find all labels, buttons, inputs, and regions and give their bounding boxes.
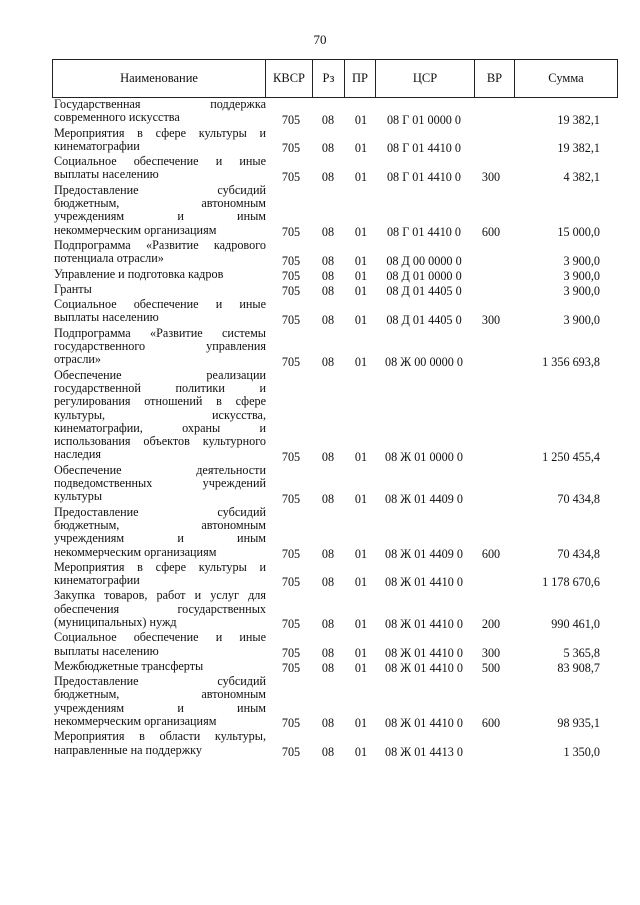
cell-sum: 1 178 670,6 <box>542 575 600 590</box>
header-vr: ВР <box>475 60 515 97</box>
row-name <box>54 283 266 296</box>
table-row <box>52 184 618 239</box>
table-body <box>52 98 618 759</box>
cell-vr: 500 <box>481 661 501 676</box>
cell-sum: 990 461,0 <box>551 617 600 632</box>
row-name <box>54 589 266 629</box>
row-name <box>54 730 266 757</box>
table-header <box>52 59 618 98</box>
cell-kvsr: 705 <box>281 716 301 731</box>
cell-csr: 08 Д 00 0000 0 <box>386 253 462 268</box>
cell-csr: 08 Ж 01 4410 0 <box>385 617 463 632</box>
row-name-line: наследия <box>54 447 102 462</box>
table-row <box>52 298 618 327</box>
row-name-line: учреждениям и иным <box>54 531 266 546</box>
row-name <box>54 561 266 588</box>
row-name <box>54 184 266 237</box>
cell-vr <box>476 113 506 127</box>
cell-kvsr: 705 <box>281 112 301 127</box>
cell-kvsr: 705 <box>281 546 301 561</box>
row-name <box>54 369 266 462</box>
cell-pr: 01 <box>354 491 368 506</box>
cell-kvsr: 705 <box>281 575 301 590</box>
row-name-line: кинематографии <box>54 138 140 153</box>
row-name-line: учреждениям и иным <box>54 700 266 715</box>
row-name-line: Социальное обеспечение и иные <box>54 630 266 645</box>
cell-kvsr: 705 <box>281 224 301 239</box>
cell-pr: 01 <box>354 224 368 239</box>
row-name-line: направленные на поддержку <box>54 742 202 757</box>
row-name-line: использования объектов культурного <box>54 434 266 449</box>
cell-pr: 01 <box>354 268 368 283</box>
row-name-line: Предоставление субсидий <box>54 674 266 689</box>
table-row <box>52 464 618 506</box>
cell-pr: 01 <box>354 617 368 632</box>
cell-sum: 1 250 455,4 <box>542 449 600 464</box>
row-name-line: современного искусства <box>54 110 180 125</box>
row-name-line: отрасли» <box>54 352 102 367</box>
row-name-line: бюджетным, автономным <box>54 687 266 702</box>
cell-csr: 08 Д 01 4405 0 <box>386 312 462 327</box>
cell-vr <box>476 575 506 589</box>
row-name-line: некоммерческим организациям <box>54 714 217 729</box>
cell-vr: 300 <box>481 645 501 660</box>
cell-sum: 3 900,0 <box>563 268 600 283</box>
table-row <box>52 631 618 660</box>
cell-csr: 08 Ж 01 4410 0 <box>385 575 463 590</box>
table-row <box>52 268 618 283</box>
cell-sum: 70 434,8 <box>557 546 600 561</box>
row-name-line: Закупка товаров, работ и услуг для <box>54 588 266 603</box>
cell-csr: 08 Ж 01 0000 0 <box>385 449 463 464</box>
header-rz: Рз <box>313 60 345 97</box>
cell-pr: 01 <box>354 284 368 299</box>
row-name-line: Социальное обеспечение и иные <box>54 154 266 169</box>
row-name <box>54 506 266 559</box>
cell-csr: 08 Ж 01 4413 0 <box>385 744 463 759</box>
row-name-line: кинематографии <box>54 573 140 588</box>
cell-rz: 08 <box>321 575 335 590</box>
cell-kvsr: 705 <box>281 284 301 299</box>
cell-vr: 300 <box>481 312 501 327</box>
cell-pr: 01 <box>354 661 368 676</box>
cell-rz: 08 <box>321 354 335 369</box>
cell-pr: 01 <box>354 546 368 561</box>
cell-vr: 300 <box>481 169 501 184</box>
table-row <box>52 369 618 464</box>
cell-vr: 600 <box>481 546 501 561</box>
table-row <box>52 239 618 268</box>
row-name-line: кинематографии, охраны и <box>54 420 266 435</box>
row-name-line: Межбюджетные трансферты <box>54 658 204 673</box>
header-name: Наименование <box>53 60 266 97</box>
cell-csr: 08 Г 01 4410 0 <box>386 169 462 184</box>
row-name <box>54 464 266 504</box>
row-name-line: государственной политики и <box>54 380 266 395</box>
row-name <box>54 268 266 281</box>
row-name-line: (муниципальных) нужд <box>54 615 177 629</box>
cell-pr: 01 <box>354 169 368 184</box>
cell-rz: 08 <box>321 141 335 156</box>
cell-vr: 200 <box>481 617 501 632</box>
cell-csr: 08 Ж 01 4410 0 <box>385 661 463 676</box>
cell-vr <box>476 355 506 369</box>
header-sum: Сумма <box>548 71 584 85</box>
cell-rz: 08 <box>321 253 335 268</box>
cell-sum: 3 900,0 <box>563 312 600 327</box>
row-name-line: выплаты населению <box>54 310 159 325</box>
cell-csr: 08 Г 01 0000 0 <box>386 112 462 127</box>
cell-kvsr: 705 <box>281 617 301 632</box>
cell-csr: 08 Ж 01 4410 0 <box>385 645 463 660</box>
cell-csr: 08 Ж 01 4409 0 <box>385 491 463 506</box>
table-row <box>52 283 618 298</box>
cell-kvsr: 705 <box>281 268 301 283</box>
cell-vr <box>476 269 506 283</box>
row-name <box>54 127 266 154</box>
row-name <box>54 631 266 658</box>
cell-pr: 01 <box>354 312 368 327</box>
cell-sum: 5 365,8 <box>563 645 600 660</box>
cell-pr: 01 <box>354 112 368 127</box>
cell-kvsr: 705 <box>281 253 301 268</box>
cell-sum: 19 382,1 <box>557 141 600 156</box>
cell-sum: 4 382,1 <box>563 169 600 184</box>
cell-rz: 08 <box>321 224 335 239</box>
row-name-line: выплаты населению <box>54 167 159 182</box>
row-name-line: культуры, искусства, <box>54 407 266 422</box>
cell-sum: 98 935,1 <box>557 716 600 731</box>
row-name-line: Государственная поддержка <box>54 97 266 111</box>
row-name <box>54 298 266 325</box>
cell-vr <box>476 450 506 464</box>
cell-kvsr: 705 <box>281 169 301 184</box>
row-name-line: культуры <box>54 489 103 504</box>
cell-vr: 600 <box>481 716 501 731</box>
row-name-line: Управление и подготовка кадров <box>54 266 224 281</box>
cell-pr: 01 <box>354 449 368 464</box>
cell-rz: 08 <box>321 268 335 283</box>
row-name-line: учреждениям и иным <box>54 209 266 224</box>
row-name-line: Мероприятия в сфере культуры и <box>54 125 266 140</box>
row-name-line: некоммерческим организациям <box>54 544 217 559</box>
header-csr: ЦСР <box>376 60 475 97</box>
cell-vr <box>476 254 506 268</box>
cell-kvsr: 705 <box>281 141 301 156</box>
cell-csr: 08 Д 01 4405 0 <box>386 284 462 299</box>
row-name-line: Мероприятия в сфере культуры и <box>54 559 266 574</box>
row-name <box>54 675 266 728</box>
row-name-line: выплаты населению <box>54 643 159 658</box>
table-row <box>52 675 618 730</box>
cell-vr <box>476 745 506 759</box>
row-name-line: Социальное обеспечение и иные <box>54 297 266 312</box>
cell-pr: 01 <box>354 141 368 156</box>
cell-vr: 600 <box>481 224 501 239</box>
row-name-line: Предоставление субсидий <box>54 504 266 519</box>
row-name-line: некоммерческим организациям <box>54 222 217 237</box>
cell-kvsr: 705 <box>281 312 301 327</box>
cell-pr: 01 <box>354 744 368 759</box>
cell-csr: 08 Г 01 4410 0 <box>386 141 462 156</box>
cell-pr: 01 <box>354 716 368 731</box>
row-name-line: бюджетным, автономным <box>54 196 266 211</box>
cell-vr <box>476 284 506 298</box>
row-name <box>54 98 266 125</box>
cell-csr: 08 Ж 01 4410 0 <box>385 716 463 731</box>
row-name-line: Обеспечение реализации <box>54 367 266 382</box>
row-name-line: Гранты <box>54 281 92 296</box>
cell-rz: 08 <box>321 312 335 327</box>
cell-pr: 01 <box>354 575 368 590</box>
row-name-line: Обеспечение деятельности <box>54 462 266 477</box>
cell-rz: 08 <box>321 112 335 127</box>
cell-kvsr: 705 <box>281 645 301 660</box>
table-row <box>52 127 618 156</box>
page-number: 70 <box>313 32 327 47</box>
cell-kvsr: 705 <box>281 491 301 506</box>
cell-rz: 08 <box>321 744 335 759</box>
table-row <box>52 506 618 561</box>
cell-kvsr: 705 <box>281 661 301 676</box>
cell-sum: 1 350,0 <box>563 744 600 759</box>
cell-csr: 08 Г 01 4410 0 <box>386 224 462 239</box>
cell-rz: 08 <box>321 284 335 299</box>
row-name-line: государственного управления <box>54 339 266 354</box>
cell-sum: 3 900,0 <box>563 253 600 268</box>
table-row <box>52 155 618 184</box>
row-name <box>54 660 266 673</box>
row-name <box>54 327 266 367</box>
row-name <box>54 239 266 266</box>
row-name-line: Подпрограмма «Развитие системы <box>54 325 266 340</box>
cell-kvsr: 705 <box>281 354 301 369</box>
cell-sum: 70 434,8 <box>557 491 600 506</box>
cell-rz: 08 <box>321 645 335 660</box>
cell-rz: 08 <box>321 661 335 676</box>
cell-sum: 15 000,0 <box>557 224 600 239</box>
cell-csr: 08 Д 01 0000 0 <box>386 268 462 283</box>
row-name-line: потенциала отрасли» <box>54 251 164 266</box>
cell-rz: 08 <box>321 617 335 632</box>
header-kvsr: КВСР <box>266 60 313 97</box>
cell-kvsr: 705 <box>281 744 301 759</box>
table-row <box>52 98 618 127</box>
row-name-line: Предоставление субсидий <box>54 182 266 197</box>
cell-rz: 08 <box>321 491 335 506</box>
table-row <box>52 660 618 675</box>
row-name-line: подведомственных учреждений <box>54 476 266 491</box>
row-name <box>54 155 266 182</box>
row-name-line: Мероприятия в области культуры, <box>54 729 266 744</box>
row-name-line: регулирования отношений в сфере <box>54 394 266 409</box>
table-row <box>52 589 618 631</box>
cell-pr: 01 <box>354 253 368 268</box>
cell-sum: 3 900,0 <box>563 284 600 299</box>
row-name-line: обеспечения государственных <box>54 601 266 616</box>
cell-sum: 1 356 693,8 <box>542 354 600 369</box>
cell-rz: 08 <box>321 169 335 184</box>
cell-sum: 19 382,1 <box>557 112 600 127</box>
cell-rz: 08 <box>321 716 335 731</box>
table-row <box>52 561 618 590</box>
table-row <box>52 730 618 759</box>
cell-pr: 01 <box>354 645 368 660</box>
row-name-line: бюджетным, автономным <box>54 517 266 532</box>
row-name-line: Подпрограмма «Развитие кадрового <box>54 237 266 252</box>
cell-kvsr: 705 <box>281 449 301 464</box>
cell-csr: 08 Ж 00 0000 0 <box>385 354 463 369</box>
cell-vr <box>476 492 506 506</box>
cell-vr <box>476 141 506 155</box>
table-row <box>52 327 618 369</box>
cell-rz: 08 <box>321 546 335 561</box>
cell-pr: 01 <box>354 354 368 369</box>
header-pr: ПР <box>345 60 376 97</box>
cell-rz: 08 <box>321 449 335 464</box>
cell-csr: 08 Ж 01 4409 0 <box>385 546 463 561</box>
cell-sum: 83 908,7 <box>557 661 600 676</box>
